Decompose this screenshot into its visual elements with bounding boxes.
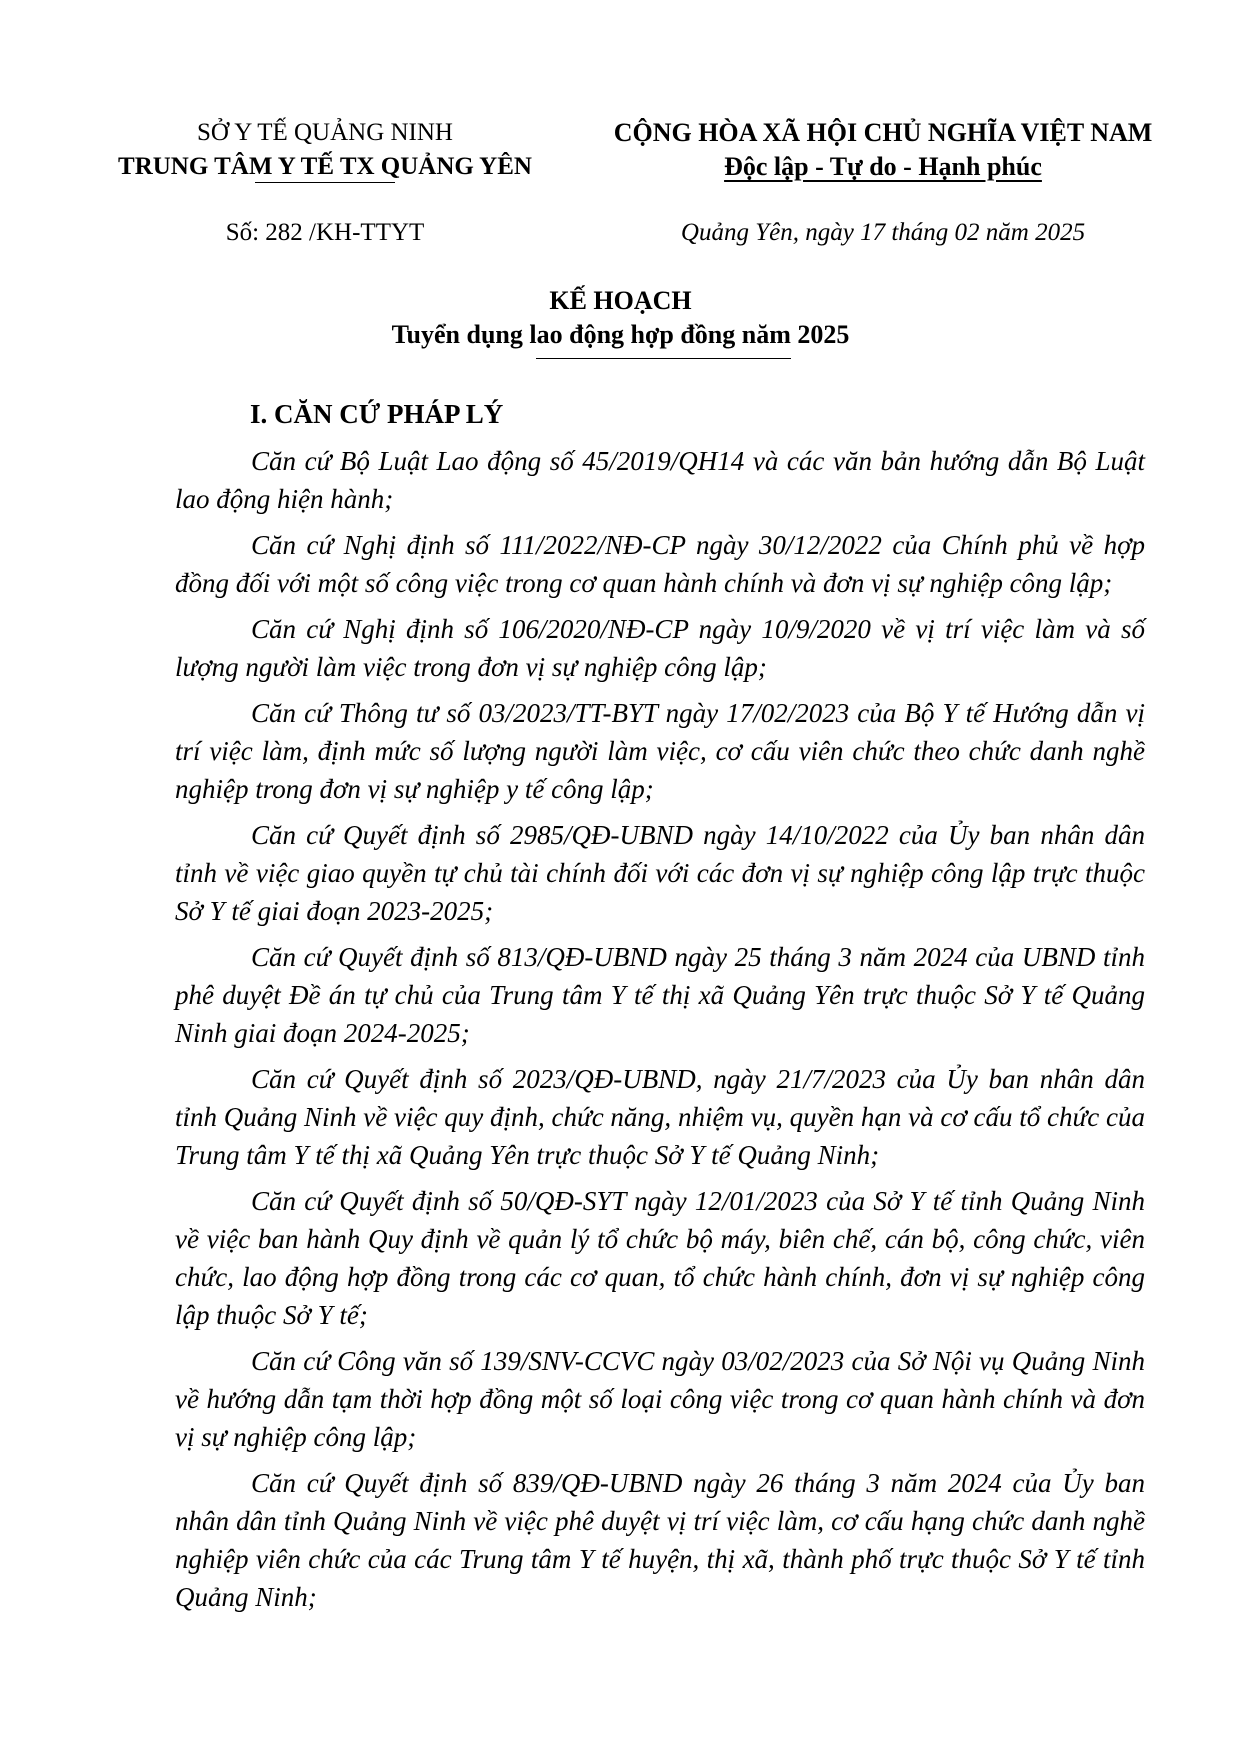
issuer-block <box>90 116 560 184</box>
legal-basis-paragraph: Căn cứ Công văn số 139/SNV-CCVC ngày 03/02/2023 của Sở Nội vụ Quảng Ninh về hướng dẫn tạm thời hợp đồng một số loại công việc trong cơ quan hành chính và đơn vị sự nghiệp công lập; <box>175 1346 1145 1452</box>
legal-basis-paragraph: Căn cứ Nghị định số 111/2022/NĐ-CP ngày 30/12/2022 của Chính phủ về hợp đồng đối với một số công việc trong cơ quan hành chính và đơn vị sự nghiệp công lập; <box>175 530 1145 598</box>
document-subtitle: Tuyển dụng lao động hợp đồng năm 2025 <box>391 320 850 349</box>
legal-basis-paragraph: Căn cứ Nghị định số 106/2020/NĐ-CP ngày 10/9/2020 về vị trí việc làm và số lượng người làm việc trong đơn vị sự nghiệp công lập; <box>175 614 1145 682</box>
motto-text: Độc lập - Tự do - Hạnh phúc <box>724 152 1042 181</box>
legal-basis-paragraph: Căn cứ Thông tư số 03/2023/TT-BYT ngày 17/02/2023 của Bộ Y tế Hướng dẫn vị trí việc làm, định mức số lượng người làm việc, cơ cấu viên chức theo chức danh nghề nghiệp trong đơn vị sự nghiệp y tế công lập; <box>175 698 1145 804</box>
nation-block <box>598 116 1168 184</box>
nation-name: CỘNG HÒA XÃ HỘI CHỦ NGHĨA VIỆT NAM <box>613 118 1153 147</box>
organization-name: TRUNG TÂM Y TẾ TX QUẢNG YÊN <box>118 153 532 180</box>
legal-basis-paragraph: Căn cứ Quyết định số 50/QĐ-SYT ngày 12/01/2023 của Sở Y tế tỉnh Quảng Ninh về việc ban hành Quy định về quản lý tổ chức bộ máy, biên chế, cán bộ, công chức, viên chức, lao động hợp đồng trong các cơ quan, tổ chức hành chính, đơn vị sự nghiệp công lập thuộc Sở Y tế; <box>175 1186 1145 1330</box>
department-name: SỞ Y TẾ QUẢNG NINH <box>196 119 453 146</box>
legal-basis-paragraph: Căn cứ Quyết định số 813/QĐ-UBND ngày 25 tháng 3 năm 2024 của UBND tỉnh phê duyệt Đề án tự chủ của Trung tâm Y tế thị xã Quảng Yên trực thuộc Sở Y tế Quảng Ninh giai đoạn 2024-2025; <box>175 942 1145 1048</box>
legal-basis-paragraph: Căn cứ Quyết định số 2985/QĐ-UBND ngày 14/10/2022 của Ủy ban nhân dân tỉnh về việc giao quyền tự chủ tài chính đối với các đơn vị sự nghiệp công lập trực thuộc Sở Y tế giai đoạn 2023-2025; <box>175 820 1145 926</box>
legal-basis-paragraph: Căn cứ Quyết định số 2023/QĐ-UBND, ngày 21/7/2023 của Ủy ban nhân dân tỉnh Quảng Ninh về việc quy định, chức năng, nhiệm vụ, quyền hạn và cơ cấu tổ chức của Trung tâm Y tế thị xã Quảng Yên trực thuộc Sở Y tế Quảng Ninh; <box>175 1064 1145 1170</box>
section-heading: I. CĂN CỨ PHÁP LÝ <box>250 399 504 429</box>
legal-basis-paragraph: Căn cứ Quyết định số 839/QĐ-UBND ngày 26 tháng 3 năm 2024 của Ủy ban nhân dân tỉnh Quảng Ninh về việc phê duyệt vị trí việc làm, cơ cấu hạng chức danh nghề nghiệp viên chức của các Trung tâm Y tế huyện, thị xã, thành phố trực thuộc Sở Y tế tỉnh Quảng Ninh; <box>175 1468 1145 1612</box>
legal-basis-paragraph: Căn cứ Bộ Luật Lao động số 45/2019/QH14 và các văn bản hướng dẫn Bộ Luật lao động hiện hành; <box>175 446 1145 514</box>
legal-basis-list <box>175 442 1145 1624</box>
nation-motto <box>598 150 1168 184</box>
document-place-date: Quảng Yên, ngày 17 tháng 02 năm 2025 <box>680 219 1086 246</box>
document-number: Số: 282 /KH-TTYT <box>225 219 425 246</box>
title-divider <box>536 358 791 359</box>
issuer-divider <box>255 182 395 183</box>
document-title: KẾ HOẠCH <box>549 286 692 315</box>
